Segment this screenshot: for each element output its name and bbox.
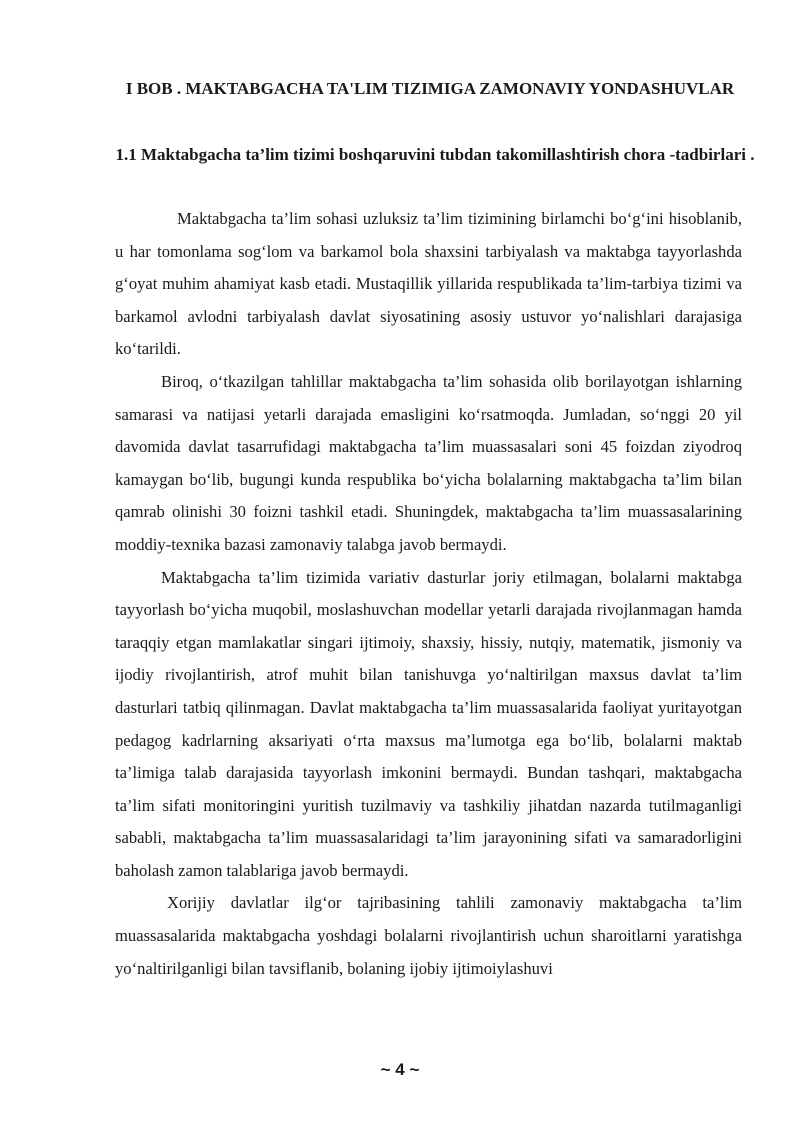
chapter-title: I BOB . MAKTABGACHA TA'LIM TIZIMIGA ZAMONAVIY YONDASHUVLAR [125, 79, 735, 98]
paragraph-4: Xorijiy davlatlar ilg‘or tajribasining tahlili zamonaviy maktabgacha ta’lim muassasalarida maktabgacha yoshdagi bolalarni rivojlantirish uchun sharoitlarni yaratishga yo‘naltirilganligi bilan tavsiflanib, bolaning ijobiy ijtimoiylashuvi [115, 893, 742, 978]
paragraph-3: Maktabgacha ta’lim tizimida variativ dasturlar joriy etilmagan, bolalarni maktabga tayyorlash bo‘yicha muqobil, moslashuvchan modellar yetarli darajada rivojlanmagan hamda taraqqiy etgan mamlakatlar singari ijtimoiy, shaxsiy, hissiy, nutqiy, matematik, jismoniy va ijodiy rivojlantirish, atrof muhit bilan tanishuvga yo‘naltirilgan maxsus davlat ta’lim dasturlari tatbiq qilinmagan. Davlat maktabgacha ta’lim muassasalarida faoliyat yuritayotgan pedagog kadrlarning aksariyati o‘rta maxsus ma’lumotga ega bo‘lib, bolalarni maktab ta’limiga talab darajasida tayyorlash imkonini bermaydi. Bundan tashqari, maktabgacha ta’lim sifati monitoringini yuritish tuzilmaviy va tashkiliy jihatdan nazarda tutilmaganligi sababli, maktabgacha ta’lim muassasalaridagi ta’lim jarayonining sifati va samaradorligini baholash zamon talablariga javob bermaydi. [115, 567, 742, 880]
paragraph-1: Maktabgacha ta’lim sohasi uzluksiz ta’lim tizimining birlamchi bo‘g‘ini hisoblanib, u har tomonlama sog‘lom va barkamol bola shaxsini tarbiyalash va maktabga tayyorlashda g‘oyat muhim ahamiyat kasb etadi. Mustaqillik yillarida respublikada ta’lim-tarbiya tizimi va barkamol avlodni tarbiyalash davlat siyosatining asosiy ustuvor yo‘nalishlari darajasiga ko‘tarildi. [115, 209, 742, 359]
section-title: 1.1 Maktabgacha ta’lim tizimi boshqaruvini tubdan takomillashtirish chora -tadbirlari . [115, 145, 755, 164]
paragraph-2: Biroq, o‘tkazilgan tahlillar maktabgacha ta’lim sohasida olib borilayotgan ishlarning samarasi va natijasi yetarli darajada emasligini ko‘rsatmoqda. Jumladan, so‘nggi 20 yil davomida davlat tasarrufidagi maktabgacha ta’lim muassasalari soni 45 foizdan ziyodroq kamaygan bo‘lib, bugungi kunda respublika bo‘yicha bolalarning maktabgacha ta’lim bilan qamrab olinishi 30 foizni tashkil etadi. Shuningdek, maktabgacha ta’lim muassasalarining moddiy-texnika bazasi zamonaviy talabga javob bermaydi. [115, 371, 742, 554]
body-text [115, 203, 742, 985]
page-number: ~ 4 ~ [380, 1060, 420, 1079]
